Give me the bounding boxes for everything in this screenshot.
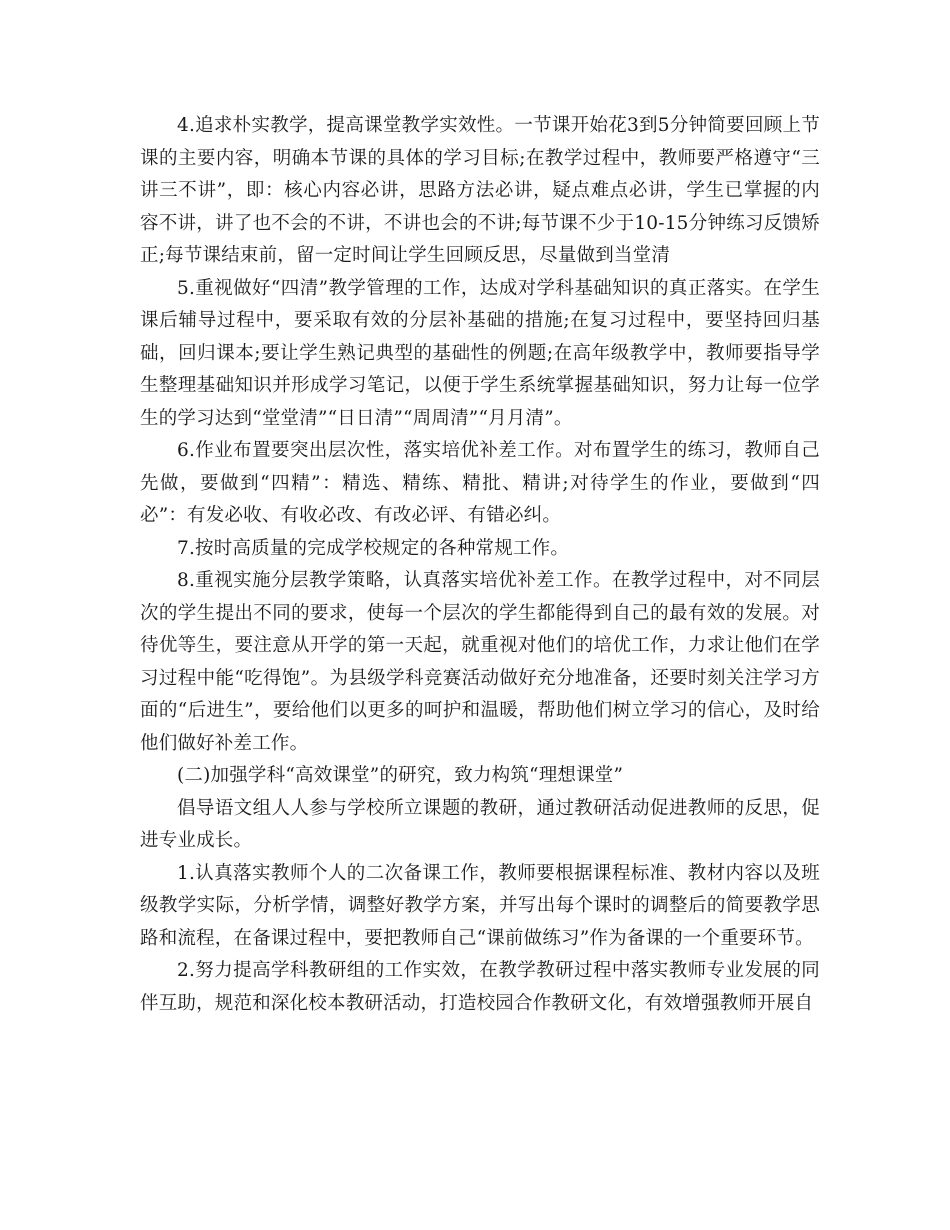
paragraph-item-8: 8.重视实施分层教学策略，认真落实培优补差工作。在教学过程中，对不同层次的学生提出不同的要求，使每一个层次的学生都能得到自己的最有效的发展。对待优等生，要注意从开学的第一天起，就重视对他们的培优工作，力求让他们在学习过程中能“吃得饱”。为县级学科竞赛活动做好充分地准备，还要时刻关注学习方面的“后进生”，要给他们以更多的呵护和温暖，帮助他们树立学习的信心，及时给他们做好补差工作。 bbox=[140, 570, 820, 754]
paragraph-item-1: 1.认真落实教师个人的二次备课工作，教师要根据课程标准、教材内容以及班级教学实际，分析学情，调整好教学方案，并写出每个课时的调整后的简要教学思路和流程，在备课过程中，要把教师自己“课前做练习”作为备课的一个重要环节。 bbox=[140, 862, 820, 949]
document-page bbox=[140, 110, 820, 1020]
section-intro: 倡导语文组人人参与学校所立课题的教研，通过教研活动促进教师的反思，促进专业成长。 bbox=[140, 797, 820, 851]
paragraph-item-2: 2.努力提高学科教研组的工作实效，在教学教研过程中落实教师专业发展的同伴互助，规范和深化校本教研活动，打造校园合作教研文化，有效增强教师开展自 bbox=[140, 960, 820, 1014]
paragraph-item-7: 7.按时高质量的完成学校规定的各种常规工作。 bbox=[177, 537, 570, 559]
paragraph-item-4: 4.追求朴实教学，提高课堂教学实效性。一节课开始花3到5分钟简要回顾上节课的主要内容，明确本节课的具体的学习目标;在教学过程中，教师要严格遵守“三讲三不讲”，即：核心内容必讲，思路方法必讲，疑点难点必讲，学生已掌握的内容不讲，讲了也不会的不讲，不讲也会的不讲;每节课不少于10-15分钟练习反馈矫正;每节课结束前，留一定时间让学生回顾反思，尽量做到当堂清 bbox=[140, 115, 820, 266]
paragraph-item-5: 5.重视做好“四清”教学管理的工作，达成对学科基础知识的真正落实。在学生课后辅导过程中，要采取有效的分层补基础的措施;在复习过程中，要坚持回归基础，回归课本;要让学生熟记典型的基础性的例题;在高年级教学中，教师要指导学生整理基础知识并形成学习笔记，以便于学生系统掌握基础知识，努力让每一位学生的学习达到“堂堂清”“日日清”“周周清”“月月清”。 bbox=[140, 277, 820, 429]
section-heading: (二)加强学科“高效课堂”的研究，致力构筑“理想课堂” bbox=[177, 765, 624, 786]
paragraph-item-6: 6.作业布置要突出层次性，落实培优补差工作。对布置学生的练习，教师自己先做，要做到“四精”：精选、精练、精批、精讲;对待学生的作业，要做到“四必”：有发必收、有收必改、有改必评、有错必纠。 bbox=[140, 440, 820, 526]
